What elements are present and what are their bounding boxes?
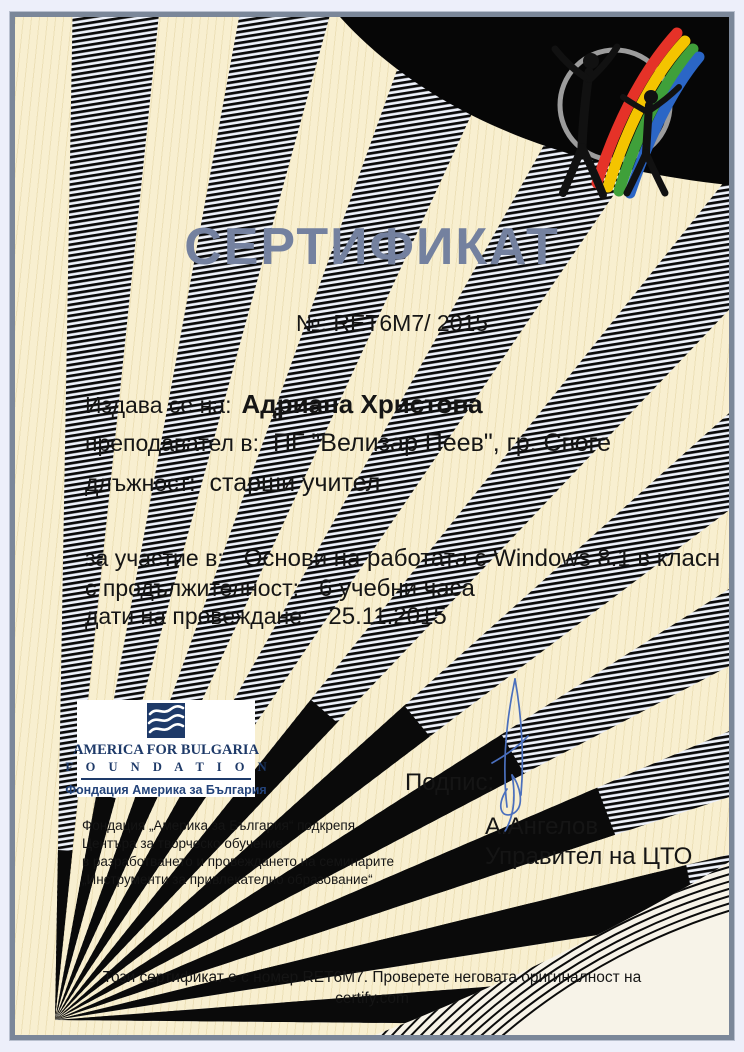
recipient-name: Адриана Христова (241, 389, 483, 419)
signer-name: А.Ангелов (485, 813, 599, 840)
abf-flag-icon (147, 703, 185, 738)
position-line (85, 469, 380, 498)
dates-value: 25.11.2015 (328, 603, 447, 630)
duration-value: 6 учебни часа (319, 575, 475, 602)
teacher-label: преподавател в: (85, 430, 259, 456)
abf-name-line: AMERICA FOR BULGARIA (72, 742, 260, 758)
verification-url: certify.com (335, 990, 409, 1007)
support-note-line3: в разработването и провеждането на семинарите (82, 854, 395, 869)
support-note-line4: „Инструменти за привлекателно образование“ (82, 872, 373, 887)
support-note-line2: Центъра за творческо обучение (82, 836, 284, 851)
dates-line (85, 603, 447, 631)
certificate-content (15, 17, 729, 1035)
position-value: старши учител (209, 469, 381, 497)
participation-line (85, 545, 720, 573)
verification-text: Този сертификат е с номер RET6M7. Проверете неговата оригиналност на (102, 969, 642, 986)
abf-foundation-line: F O U N D A T I O N (65, 760, 272, 774)
dates-label: дати на провеждане: (85, 603, 309, 629)
course-name: Основи на работата с Windows 8.1 в класн (243, 545, 721, 572)
issued-to-line (85, 389, 483, 420)
certificate-number: №: RET6M7/ 2015 (295, 310, 489, 336)
certificate-title: СЕРТИФИКАТ (184, 218, 560, 276)
support-note-line1: Фондация „Америка за България“ подкрепя (82, 818, 356, 833)
issued-label: Издава се на: (85, 392, 232, 418)
position-label: длъжност: (85, 470, 196, 496)
support-note (82, 817, 394, 889)
signer-block (485, 812, 692, 872)
duration-line (85, 575, 475, 603)
teacher-line (85, 429, 611, 458)
certificate-sheet (10, 12, 734, 1040)
participation-label: за участие в: (85, 545, 224, 571)
abf-bulgarian-line: Фондация Америка за България (65, 783, 267, 797)
abf-logo-card (65, 700, 272, 797)
verification-footer (15, 967, 729, 1009)
signer-title: Управител на ЦТО (485, 843, 693, 870)
signature-label: Подпис: (405, 769, 495, 796)
duration-label: с продължителност: (85, 575, 300, 601)
school-name: ПГ "Велизар Пеев", гр. Своге (272, 429, 611, 457)
abf-divider (81, 778, 251, 780)
